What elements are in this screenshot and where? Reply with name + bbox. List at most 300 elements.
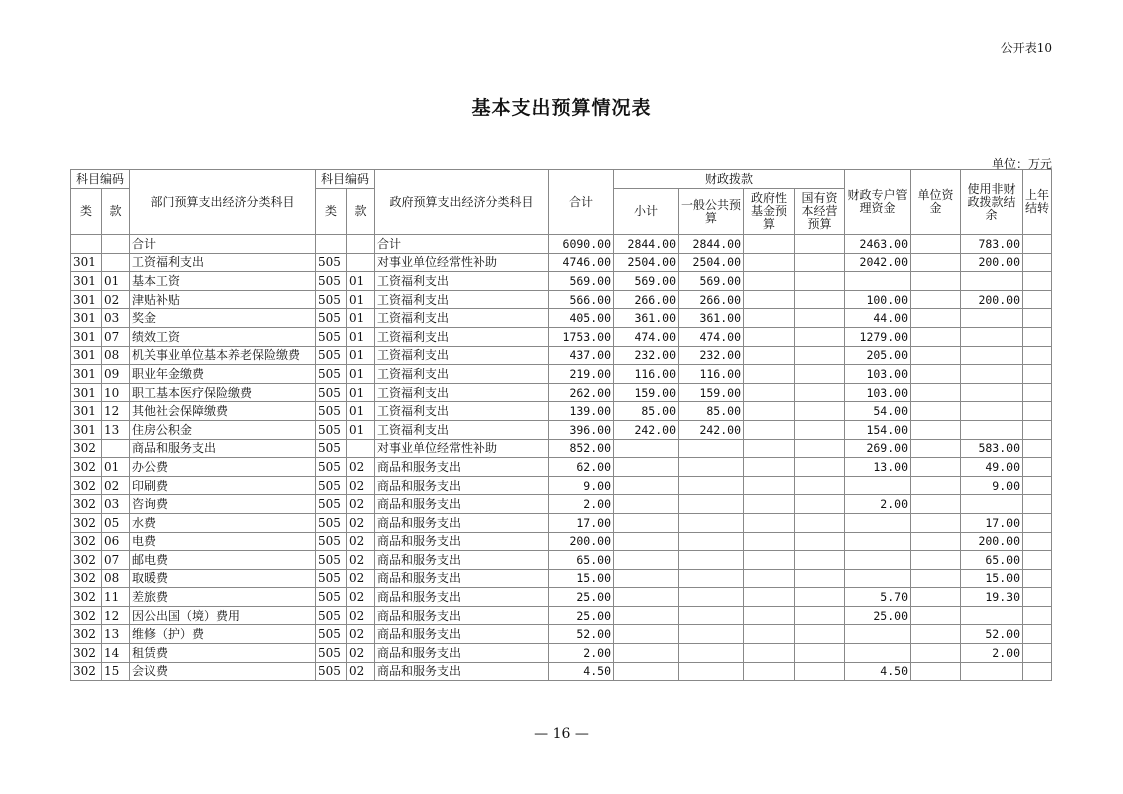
kuan-cell: 03 — [102, 495, 130, 514]
gov-lei-cell: 505 — [316, 253, 347, 272]
unit-fund-cell — [911, 235, 961, 254]
last-year-carryover-cell — [1023, 644, 1052, 663]
gov-lei-cell: 505 — [316, 420, 347, 439]
dept-subject-cell: 租赁费 — [130, 644, 316, 663]
gov-subject-cell: 商品和服务支出 — [375, 495, 549, 514]
non-fiscal-carryover-cell — [961, 495, 1023, 514]
state-capital-cell — [795, 235, 845, 254]
total-cell: 405.00 — [549, 309, 614, 328]
kuan-cell: 09 — [102, 365, 130, 384]
gov-lei-cell: 505 — [316, 346, 347, 365]
unit-fund-cell — [911, 513, 961, 532]
total-cell: 262.00 — [549, 383, 614, 402]
general-budget-cell — [679, 625, 744, 644]
special-fund-cell: 2463.00 — [845, 235, 911, 254]
kuan-cell — [102, 253, 130, 272]
general-budget-cell: 85.00 — [679, 402, 744, 421]
table-row — [71, 606, 1052, 625]
general-budget-cell: 232.00 — [679, 346, 744, 365]
kuan-cell: 08 — [102, 346, 130, 365]
table-row — [71, 588, 1052, 607]
total-cell: 2.00 — [549, 644, 614, 663]
gov-fund-cell — [744, 253, 795, 272]
special-fund-cell: 25.00 — [845, 606, 911, 625]
last-year-carryover-cell — [1023, 662, 1052, 681]
special-fund-cell — [845, 644, 911, 663]
lei-cell: 302 — [71, 569, 102, 588]
kuan-cell: 07 — [102, 327, 130, 346]
last-year-carryover-cell — [1023, 272, 1052, 291]
gov-subject-cell: 商品和服务支出 — [375, 588, 549, 607]
lei-cell: 302 — [71, 476, 102, 495]
gov-subject-cell: 商品和服务支出 — [375, 569, 549, 588]
gov-lei-cell: 505 — [316, 569, 347, 588]
gov-kuan-cell: 02 — [347, 588, 375, 607]
gov-lei-cell: 505 — [316, 476, 347, 495]
kuan-cell: 12 — [102, 606, 130, 625]
subtotal-cell — [614, 644, 679, 663]
unit-fund-cell — [911, 476, 961, 495]
kuan-cell: 15 — [102, 662, 130, 681]
non-fiscal-carryover-cell — [961, 383, 1023, 402]
non-fiscal-carryover-cell: 9.00 — [961, 476, 1023, 495]
total-cell: 9.00 — [549, 476, 614, 495]
unit-fund-cell — [911, 346, 961, 365]
special-fund-cell: 54.00 — [845, 402, 911, 421]
total-cell: 1753.00 — [549, 327, 614, 346]
gov-lei-cell: 505 — [316, 290, 347, 309]
subtotal-cell — [614, 476, 679, 495]
unit-fund-cell — [911, 551, 961, 570]
total-cell: 25.00 — [549, 606, 614, 625]
general-budget-cell — [679, 439, 744, 458]
table-row — [71, 439, 1052, 458]
gov-subject-header: 政府预算支出经济分类科目 — [375, 170, 549, 235]
gov-lei-cell: 505 — [316, 662, 347, 681]
dept-subject-cell: 合计 — [130, 235, 316, 254]
total-cell: 6090.00 — [549, 235, 614, 254]
general-budget-cell — [679, 606, 744, 625]
special-fund-cell: 154.00 — [845, 420, 911, 439]
total-cell: 4.50 — [549, 662, 614, 681]
table-row — [71, 644, 1052, 663]
dept-subject-cell: 津贴补贴 — [130, 290, 316, 309]
unit-fund-cell — [911, 383, 961, 402]
lei-cell: 301 — [71, 327, 102, 346]
gov-lei-cell: 505 — [316, 606, 347, 625]
unit-fund-cell — [911, 625, 961, 644]
lei-cell: 302 — [71, 513, 102, 532]
gov-subject-cell: 工资福利支出 — [375, 346, 549, 365]
state-capital-cell — [795, 495, 845, 514]
non-fiscal-carryover-cell — [961, 606, 1023, 625]
kuan-cell — [102, 235, 130, 254]
general-budget-cell: 266.00 — [679, 290, 744, 309]
subtotal-cell: 2504.00 — [614, 253, 679, 272]
gov-lei-cell: 505 — [316, 532, 347, 551]
state-capital-cell — [795, 290, 845, 309]
total-cell: 2.00 — [549, 495, 614, 514]
gov-fund-cell — [744, 365, 795, 384]
lei-cell: 301 — [71, 272, 102, 291]
last-year-carryover-cell — [1023, 439, 1052, 458]
general-budget-cell: 2844.00 — [679, 235, 744, 254]
subtotal-cell: 159.00 — [614, 383, 679, 402]
dept-subject-cell: 商品和服务支出 — [130, 439, 316, 458]
dept-subject-cell: 职工基本医疗保险缴费 — [130, 383, 316, 402]
gov-kuan-cell: 01 — [347, 346, 375, 365]
gov-fund-cell — [744, 606, 795, 625]
state-capital-cell — [795, 420, 845, 439]
non-fiscal-carryover-cell — [961, 272, 1023, 291]
gov-lei-cell: 505 — [316, 513, 347, 532]
gov-kuan-cell: 01 — [347, 290, 375, 309]
lei-cell: 302 — [71, 495, 102, 514]
gov-subject-cell: 工资福利支出 — [375, 383, 549, 402]
gov-kuan-cell: 01 — [347, 365, 375, 384]
dept-subject-cell: 维修（护）费 — [130, 625, 316, 644]
general-budget-cell: 474.00 — [679, 327, 744, 346]
non-fiscal-carryover-cell: 15.00 — [961, 569, 1023, 588]
gov-kuan-cell — [347, 439, 375, 458]
gov-code-header: 科目编码 — [316, 170, 375, 189]
special-fund-cell: 205.00 — [845, 346, 911, 365]
special-fund-header: 财政专户管理资金 — [845, 170, 911, 235]
last-year-carryover-cell — [1023, 290, 1052, 309]
general-budget-cell — [679, 532, 744, 551]
gov-fund-cell — [744, 346, 795, 365]
table-row — [71, 420, 1052, 439]
general-budget-cell: 361.00 — [679, 309, 744, 328]
gov-fund-cell — [744, 551, 795, 570]
lei-cell: 301 — [71, 309, 102, 328]
total-cell: 65.00 — [549, 551, 614, 570]
subtotal-cell: 266.00 — [614, 290, 679, 309]
gov-fund-cell — [744, 402, 795, 421]
lei-cell: 302 — [71, 458, 102, 477]
gov-fund-cell — [744, 513, 795, 532]
table-row — [71, 346, 1052, 365]
table-row — [71, 458, 1052, 477]
non-fiscal-carryover-cell: 49.00 — [961, 458, 1023, 477]
gov-lei-cell: 505 — [316, 402, 347, 421]
gov-fund-cell — [744, 569, 795, 588]
gov-lei-cell: 505 — [316, 272, 347, 291]
last-year-carryover-cell — [1023, 606, 1052, 625]
last-year-carryover-cell — [1023, 309, 1052, 328]
gov-kuan-cell: 02 — [347, 606, 375, 625]
gov-lei-cell: 505 — [316, 588, 347, 607]
budget-table — [70, 169, 1052, 681]
dept-subject-cell: 绩效工资 — [130, 327, 316, 346]
unit-fund-cell — [911, 365, 961, 384]
kuan-cell: 14 — [102, 644, 130, 663]
special-fund-cell: 100.00 — [845, 290, 911, 309]
subtotal-cell: 116.00 — [614, 365, 679, 384]
table-row — [71, 569, 1052, 588]
subtotal-cell: 2844.00 — [614, 235, 679, 254]
total-cell: 25.00 — [549, 588, 614, 607]
state-capital-cell — [795, 625, 845, 644]
gov-kuan-cell: 02 — [347, 662, 375, 681]
total-cell: 219.00 — [549, 365, 614, 384]
subtotal-cell — [614, 625, 679, 644]
subtotal-cell — [614, 606, 679, 625]
lei-header: 类 — [71, 189, 102, 235]
kuan-cell: 12 — [102, 402, 130, 421]
non-fiscal-carryover-cell — [961, 309, 1023, 328]
state-capital-cell — [795, 439, 845, 458]
subtotal-cell — [614, 569, 679, 588]
total-cell: 569.00 — [549, 272, 614, 291]
gov-kuan-cell: 02 — [347, 513, 375, 532]
non-fiscal-carryover-cell: 200.00 — [961, 532, 1023, 551]
unit-fund-cell — [911, 253, 961, 272]
table-row — [71, 476, 1052, 495]
dept-subject-cell: 水费 — [130, 513, 316, 532]
subtotal-cell — [614, 439, 679, 458]
gov-kuan-cell — [347, 235, 375, 254]
general-budget-cell — [679, 495, 744, 514]
general-budget-cell — [679, 513, 744, 532]
table-code-label: 公开表10 — [1000, 41, 1052, 55]
unit-fund-cell — [911, 458, 961, 477]
special-fund-cell: 1279.00 — [845, 327, 911, 346]
special-fund-cell: 103.00 — [845, 383, 911, 402]
last-year-carryover-cell — [1023, 420, 1052, 439]
state-capital-cell — [795, 644, 845, 663]
state-capital-cell — [795, 402, 845, 421]
subtotal-cell — [614, 588, 679, 607]
gov-subject-cell: 商品和服务支出 — [375, 458, 549, 477]
gov-subject-cell: 商品和服务支出 — [375, 625, 549, 644]
unit-fund-cell — [911, 588, 961, 607]
lei-cell: 302 — [71, 662, 102, 681]
unit-fund-cell — [911, 327, 961, 346]
lei-cell: 301 — [71, 290, 102, 309]
subtotal-cell — [614, 532, 679, 551]
table-row — [71, 495, 1052, 514]
last-year-carryover-cell — [1023, 235, 1052, 254]
dept-subject-cell: 住房公积金 — [130, 420, 316, 439]
last-year-carryover-cell — [1023, 625, 1052, 644]
last-year-carryover-cell — [1023, 327, 1052, 346]
state-capital-cell — [795, 458, 845, 477]
gov-kuan-cell: 01 — [347, 309, 375, 328]
non-fiscal-carryover-cell: 783.00 — [961, 235, 1023, 254]
last-year-carryover-cell — [1023, 513, 1052, 532]
gov-lei-cell: 505 — [316, 439, 347, 458]
table-row — [71, 365, 1052, 384]
gov-kuan-cell: 02 — [347, 495, 375, 514]
gov-kuan-cell: 02 — [347, 476, 375, 495]
lei-cell: 301 — [71, 383, 102, 402]
lei-cell — [71, 235, 102, 254]
lei-cell: 302 — [71, 625, 102, 644]
special-fund-cell — [845, 513, 911, 532]
state-capital-cell — [795, 253, 845, 272]
gov-subject-cell: 商品和服务支出 — [375, 476, 549, 495]
gov-subject-cell: 商品和服务支出 — [375, 606, 549, 625]
unit-fund-cell — [911, 402, 961, 421]
gov-kuan-header: 款 — [347, 189, 375, 235]
table-header — [71, 170, 1052, 235]
lei-cell: 301 — [71, 402, 102, 421]
gov-subject-cell: 工资福利支出 — [375, 309, 549, 328]
state-capital-cell — [795, 383, 845, 402]
table-row — [71, 513, 1052, 532]
dept-subject-cell: 其他社会保障缴费 — [130, 402, 316, 421]
gov-subject-cell: 商品和服务支出 — [375, 644, 549, 663]
gov-fund-cell — [744, 235, 795, 254]
table-row — [71, 253, 1052, 272]
gov-fund-cell — [744, 625, 795, 644]
general-budget-cell: 569.00 — [679, 272, 744, 291]
non-fiscal-carryover-cell — [961, 662, 1023, 681]
general-budget-cell: 242.00 — [679, 420, 744, 439]
gov-subject-cell: 工资福利支出 — [375, 420, 549, 439]
state-capital-cell — [795, 588, 845, 607]
unit-fund-cell — [911, 662, 961, 681]
general-budget-cell: 2504.00 — [679, 253, 744, 272]
unit-fund-cell — [911, 272, 961, 291]
unit-fund-cell — [911, 309, 961, 328]
last-year-carryover-header: 上年结转 — [1023, 170, 1052, 235]
state-capital-header: 国有资本经营预算 — [795, 189, 845, 235]
subtotal-cell: 361.00 — [614, 309, 679, 328]
general-budget-cell — [679, 644, 744, 663]
general-budget-cell — [679, 458, 744, 477]
last-year-carryover-cell — [1023, 253, 1052, 272]
gov-fund-cell — [744, 532, 795, 551]
lei-cell: 302 — [71, 644, 102, 663]
table-row — [71, 662, 1052, 681]
general-budget-cell — [679, 476, 744, 495]
total-cell: 437.00 — [549, 346, 614, 365]
general-budget-header: 一般公共预算 — [679, 189, 744, 235]
page-number: — 16 — — [534, 726, 589, 742]
non-fiscal-carryover-cell: 200.00 — [961, 253, 1023, 272]
unit-fund-cell — [911, 420, 961, 439]
kuan-cell: 02 — [102, 290, 130, 309]
gov-lei-cell: 505 — [316, 495, 347, 514]
gov-subject-cell: 合计 — [375, 235, 549, 254]
table-row — [71, 551, 1052, 570]
gov-kuan-cell — [347, 253, 375, 272]
state-capital-cell — [795, 346, 845, 365]
last-year-carryover-cell — [1023, 402, 1052, 421]
kuan-cell: 11 — [102, 588, 130, 607]
gov-fund-cell — [744, 458, 795, 477]
gov-kuan-cell: 01 — [347, 272, 375, 291]
table-row — [71, 272, 1052, 291]
gov-subject-cell: 对事业单位经常性补助 — [375, 253, 549, 272]
gov-subject-cell: 工资福利支出 — [375, 402, 549, 421]
gov-lei-cell: 505 — [316, 644, 347, 663]
lei-cell: 302 — [71, 588, 102, 607]
last-year-carryover-cell — [1023, 551, 1052, 570]
gov-kuan-cell: 01 — [347, 327, 375, 346]
total-cell: 52.00 — [549, 625, 614, 644]
dept-code-header: 科目编码 — [71, 170, 130, 189]
table-row — [71, 383, 1052, 402]
non-fiscal-carryover-cell: 19.30 — [961, 588, 1023, 607]
lei-cell: 302 — [71, 532, 102, 551]
last-year-carryover-cell — [1023, 569, 1052, 588]
lei-cell: 302 — [71, 551, 102, 570]
kuan-cell: 01 — [102, 458, 130, 477]
gov-kuan-cell: 02 — [347, 569, 375, 588]
dept-subject-cell: 职业年金缴费 — [130, 365, 316, 384]
state-capital-cell — [795, 365, 845, 384]
general-budget-cell — [679, 569, 744, 588]
dept-subject-cell: 基本工资 — [130, 272, 316, 291]
gov-kuan-cell: 02 — [347, 532, 375, 551]
total-row — [71, 235, 1052, 254]
special-fund-cell: 2.00 — [845, 495, 911, 514]
gov-fund-cell — [744, 272, 795, 291]
gov-subject-cell: 商品和服务支出 — [375, 513, 549, 532]
special-fund-cell: 269.00 — [845, 439, 911, 458]
kuan-header: 款 — [102, 189, 130, 235]
kuan-cell: 05 — [102, 513, 130, 532]
gov-lei-cell — [316, 235, 347, 254]
gov-subject-cell: 商品和服务支出 — [375, 551, 549, 570]
general-budget-cell: 159.00 — [679, 383, 744, 402]
subtotal-cell — [614, 551, 679, 570]
gov-lei-cell: 505 — [316, 458, 347, 477]
subtotal-cell — [614, 495, 679, 514]
state-capital-cell — [795, 476, 845, 495]
total-cell: 852.00 — [549, 439, 614, 458]
table-row — [71, 402, 1052, 421]
kuan-cell: 03 — [102, 309, 130, 328]
gov-fund-cell — [744, 327, 795, 346]
gov-lei-header: 类 — [316, 189, 347, 235]
state-capital-cell — [795, 513, 845, 532]
kuan-cell: 07 — [102, 551, 130, 570]
unit-fund-cell — [911, 439, 961, 458]
gov-lei-cell: 505 — [316, 365, 347, 384]
gov-kuan-cell: 01 — [347, 402, 375, 421]
kuan-cell: 08 — [102, 569, 130, 588]
state-capital-cell — [795, 532, 845, 551]
unit-label: 单位：万元 — [991, 157, 1052, 171]
subtotal-cell — [614, 458, 679, 477]
gov-lei-cell: 505 — [316, 383, 347, 402]
subtotal-cell — [614, 513, 679, 532]
special-fund-cell: 103.00 — [845, 365, 911, 384]
total-cell: 4746.00 — [549, 253, 614, 272]
gov-lei-cell: 505 — [316, 551, 347, 570]
gov-subject-cell: 工资福利支出 — [375, 272, 549, 291]
special-fund-cell: 13.00 — [845, 458, 911, 477]
gov-subject-cell: 对事业单位经常性补助 — [375, 439, 549, 458]
non-fiscal-carryover-header: 使用非财政拨款结余 — [961, 170, 1023, 235]
total-header: 合计 — [549, 170, 614, 235]
last-year-carryover-cell — [1023, 365, 1052, 384]
last-year-carryover-cell — [1023, 495, 1052, 514]
subtotal-header: 小计 — [614, 189, 679, 235]
table-row — [71, 625, 1052, 644]
subtotal-cell — [614, 662, 679, 681]
state-capital-cell — [795, 662, 845, 681]
table-row — [71, 532, 1052, 551]
lei-cell: 302 — [71, 606, 102, 625]
non-fiscal-carryover-cell: 2.00 — [961, 644, 1023, 663]
unit-fund-header: 单位资金 — [911, 170, 961, 235]
gov-fund-cell — [744, 662, 795, 681]
